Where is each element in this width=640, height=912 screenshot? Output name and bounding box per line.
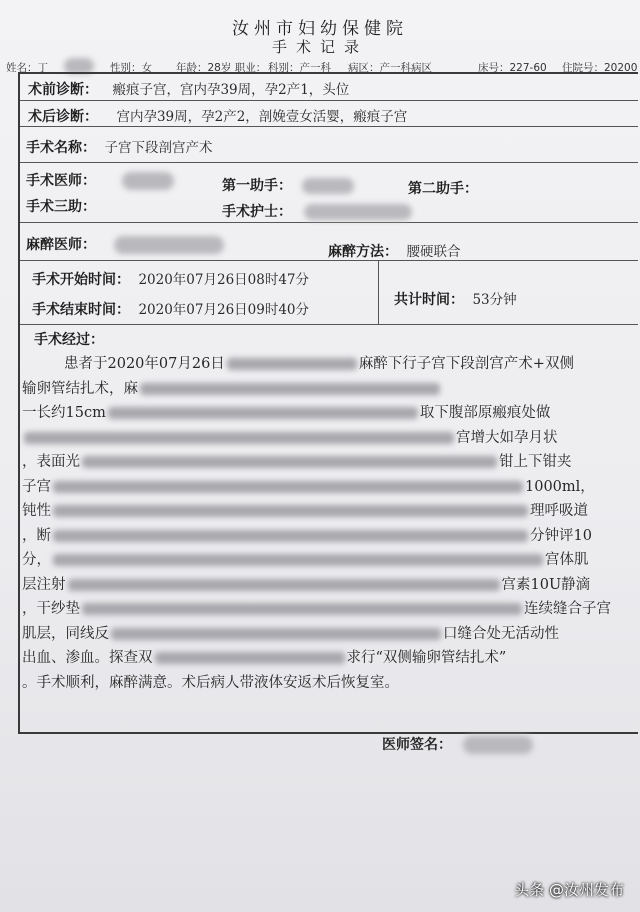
surgery-process-text [22, 352, 624, 695]
watermark: 头条 @汝州发布 [514, 881, 624, 899]
process-line-5: ，表面光 钳上下钳夹 [22, 454, 572, 470]
third-assistant-label: 手术三助： [26, 199, 96, 215]
process-line-9: 分， 宫体肌 [22, 552, 589, 568]
process-line-3: 一长约15cm 取下腹部原瘢痕处做 [22, 405, 551, 421]
patient-admission-no: 住院号：20200 [562, 62, 638, 74]
process-line-12: 肌层，同线反 口缝合处无活动性 [22, 625, 559, 642]
process-line-8: ，断 分钟评10 [22, 527, 592, 544]
process-line-4: 宫增大如孕月状 [22, 426, 624, 451]
surgery-process-label: 手术经过： [34, 332, 104, 348]
second-assistant-label: 第二助手： [408, 181, 478, 197]
redacted-anesthetist [114, 236, 224, 254]
patient-department: 科别：产一科 [268, 62, 331, 74]
surgery-name-label: 手术名称： [26, 140, 96, 156]
patient-ward: 病区：产一科病区 [348, 62, 432, 74]
process-line-2: 输卵管结扎术，麻 [22, 377, 624, 402]
process-line-11: ，干纱垫 连续缝合子宫 [22, 601, 611, 617]
total-time-value: 53分钟 [472, 292, 517, 308]
process-line-14: 。手术顺利，麻醉满意。术后病人带液体安返术后恢复室。 [22, 674, 399, 691]
anesthesia-method-label: 麻醉方法： [328, 244, 398, 260]
end-time-label: 手术结束时间： [32, 302, 130, 318]
patient-gender: 性别：女 [110, 62, 152, 74]
surgeon-label: 手术医师： [26, 173, 96, 189]
patient-age-occupation: 年龄：28岁 职业： [176, 62, 267, 74]
process-line-10: 层注射 宫素10U静滴 [22, 576, 591, 593]
pre-op-diagnosis-label: 术前诊断： [28, 82, 98, 98]
hospital-name: 汝州市妇幼保健院 [232, 19, 408, 39]
start-time-value: 2020年07月26日08时47分 [138, 272, 310, 288]
anesthesia-method-value: 腰硬联合 [406, 244, 461, 260]
surgery-name-value: 子宫下段剖宫产术 [104, 140, 213, 156]
redacted-assistant1 [302, 178, 354, 194]
patient-name: 姓名：丁 [6, 62, 48, 74]
post-op-diagnosis-value: 宫内孕39周，孕2产2，剖娩壹女活婴，瘢痕子宫 [116, 109, 408, 125]
signature-label: 医师签名： [382, 737, 452, 753]
anesthetist-label: 麻醉医师： [26, 237, 96, 253]
redacted-surgeon [122, 172, 174, 190]
pre-op-diagnosis-value: 瘢痕子宫，宫内孕39周，孕2产1，头位 [112, 82, 350, 98]
post-op-diagnosis-label: 术后诊断： [28, 109, 98, 125]
form-title: 手术记录 [271, 38, 368, 56]
redacted-signature [463, 736, 533, 754]
end-time-value: 2020年07月26日09时40分 [138, 302, 310, 318]
process-line-7: 钝性 理呼吸道 [22, 503, 588, 519]
process-line-13: 出血、渗血。探查双 求行“双侧输卵管结扎术” [22, 650, 507, 666]
process-line-1: 患者于2020年07月26日 麻醉下行子宫下段剖宫产术+双侧 [64, 356, 574, 372]
patient-bed: 床号：227-60 [478, 62, 547, 74]
start-time-label: 手术开始时间： [32, 272, 130, 288]
redacted-nurse [304, 204, 412, 220]
scrub-nurse-label: 手术护士： [222, 204, 292, 220]
total-time-label: 共计时间： [394, 292, 464, 308]
physician-signature [382, 734, 533, 754]
process-line-6: 子宫 1000ml， [22, 478, 595, 495]
first-assistant-label: 第一助手： [222, 178, 292, 194]
